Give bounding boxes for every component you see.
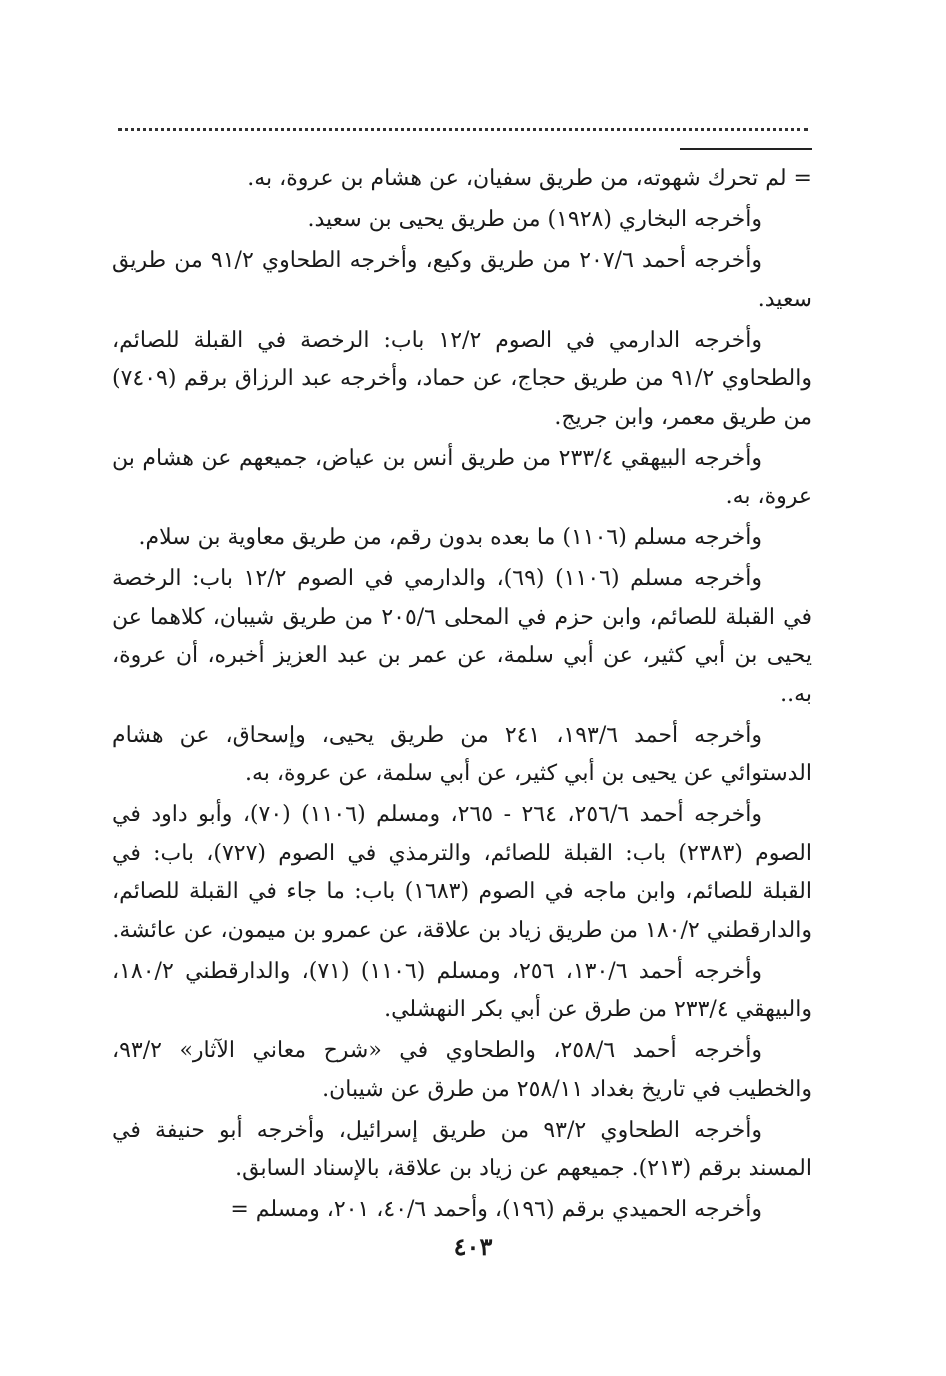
paragraph: وأخرجه الحميدي برقم (١٩٦)، وأحمد ٤٠/٦، ٢٠١، ومسلم = (230, 1197, 762, 1222)
paragraph: وأخرجه أحمد ٢٥٨/٦، والطحاوي في «شرح معاني الآثار» ٩٣/٢، والخطيب في تاريخ بغداد ٢٥٨/١١ من طرق عن شيبان. (112, 1038, 812, 1102)
paragraph: وأخرجه مسلم (١١٠٦) ما بعده بدون رقم، من طريق معاوية بن سلام. (138, 525, 762, 550)
paragraph: وأخرجه أحمد ٢٥٦/٦، ٢٦٤ - ٢٦٥، ومسلم (١١٠٦) (٧٠)، وأبو داود في الصوم (٢٣٨٣) باب: القبلة للصائم، والترمذي في الصوم (٧٢٧)، باب: في القبلة للصائم، وابن ماجه في الصوم (١٦٨٣) باب: ما جاء في القبلة للصائم، والدارقطني ١٨٠/٢ من طريق زياد بن علاقة، عن عمرو بن ميمون، عن عائشة. (112, 802, 812, 943)
paragraph: وأخرجه أحمد ١٩٣/٦، ٢٤١ من طريق يحيى، وإسحاق، عن هشام الدستوائي عن يحيى بن أبي كثير، عن أبي سلمة، عن عروة، به. (112, 722, 812, 786)
paragraph: وأخرجه البخاري (١٩٢٨) من طريق يحيى بن سعيد. (307, 207, 762, 232)
paragraph: وأخرجه أحمد ٢٠٧/٦ من طريق وكيع، وأخرجه الطحاوي ٩١/٢ من طريق سعيد. (112, 248, 812, 312)
dotted-separator (118, 128, 808, 131)
footnote-separator (680, 148, 812, 150)
paragraph: وأخرجه الدارمي في الصوم ١٢/٢ باب: الرخصة في القبلة للصائم، والطحاوي ٩١/٢ من طريق حجاج، عن حماد، وأخرجه عبد الرزاق برقم (٧٤٠٩) من طريق معمر، وابن جريج. (112, 327, 812, 430)
paragraph: = لم تحرك شهوته، من طريق سفيان، عن هشام بن عروة، به. (247, 166, 812, 191)
paragraph: وأخرجه أحمد ١٣٠/٦، ٢٥٦، ومسلم (١١٠٦) (٧١)، والدارقطني ١٨٠/٢، والبيهقي ٢٣٣/٤ من طرق عن أبي بكر النهشلي. (112, 958, 812, 1022)
page-number: ٤٠٣ (453, 1232, 493, 1261)
paragraph: وأخرجه البيهقي ٢٣٣/٤ من طريق أنس بن عياض، جميعهم عن هشام بن عروة، به. (112, 445, 812, 509)
paragraph: وأخرجه الطحاوي ٩٣/٢ من طريق إسرائيل، وأخرجه أبو حنيفة في المسند برقم (٢١٣). جميعهم عن زياد بن علاقة، بالإسناد السابق. (112, 1117, 812, 1181)
paragraph: وأخرجه مسلم (١١٠٦) (٦٩)، والدارمي في الصوم ١٢/٢ باب: الرخصة في القبلة للصائم، وابن حزم في المحلى ٢٠٥/٦ من طريق شيبان، كلاهما عن يحيى بن أبي كثير، عن أبي سلمة، عن عمر بن عبد العزيز أخبره، أن عروة، به.. (112, 566, 812, 707)
footnote-text (112, 160, 812, 1232)
